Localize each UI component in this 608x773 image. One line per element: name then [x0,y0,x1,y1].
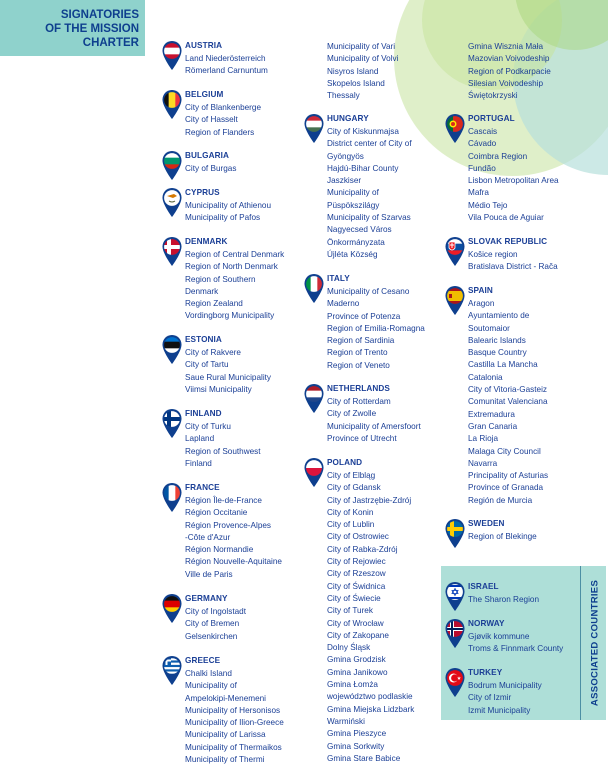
belgium-flag-pin-icon [162,90,182,120]
region-item: Land Niederösterreich [185,54,266,63]
region-item: City of Rejowiec [327,557,386,567]
region-item: City of Tartu [185,360,229,370]
region-item: Gmina Łomża [327,680,378,690]
region-item: Région Provence-Alpes [185,520,272,530]
region-item: Gjøvik kommune [468,632,530,641]
country-name: FRANCE [185,483,220,492]
region-list [185,668,284,766]
region-item: Region of Emilia-Romagna [327,323,425,333]
bulgaria-flag-pin-icon [162,151,182,181]
region-item: Bratislava District - Rača [468,262,558,272]
region-item: City of Gdansk [327,483,381,493]
title-box [0,0,145,56]
region-item: City of Zwolle [327,409,377,419]
israel-flag-pin-icon [445,582,465,612]
country-name: ESTONIA [185,335,222,344]
region-item: Region Zealand [185,299,243,309]
region-item: City of Świecie [327,593,381,603]
country-name: ITALY [327,274,350,283]
region-item: City of Ingolstadt [185,607,246,616]
country-name: SPAIN [468,286,493,295]
region-item: Municipality of Athienou [185,201,272,210]
region-item: City of Rabka-Zdrój [327,544,398,554]
region-item: Municipality of Ilion-Greece [185,718,284,728]
region-item: Gmina Stare Babice [327,753,401,763]
region-item: City of Rotterdam [327,397,391,406]
country-name: BELGIUM [185,90,224,99]
region-item: Gyöngyös [327,151,364,161]
region-item: Świętokrzyski [468,91,518,101]
region-item: City of Elbląg [327,471,376,480]
region-list [327,470,414,765]
associated-countries-label: ASSOCIATED COUNTRIES [589,579,601,707]
region-item: Fundão [468,163,496,173]
region-item: Gmina Grodzisk [327,655,386,665]
netherlands-flag-pin-icon [304,384,324,414]
region-item: Bodrum Municipality [468,681,542,690]
region-item: Thessaly [327,91,360,101]
region-list [468,126,559,224]
region-item: Vordingborg Municipality [185,311,275,321]
region-item: Nagyecsed Város [327,225,392,235]
region-item: Municipality of Volvi [327,54,399,64]
region-item: Région Île-de-France [185,496,262,505]
region-item: Région Nouvelle-Aquitaine [185,557,282,567]
region-item: Gmina Janikowo [327,667,388,677]
region-item: Lisbon Metropolitan Area [468,176,559,186]
region-list [468,249,558,274]
region-item: Province of Utrecht [327,433,397,443]
region-item: Municipality of Thermi [185,755,265,765]
region-item: Finland [185,458,212,468]
region-item: City of Vitoria-Gasteiz [468,385,548,395]
region-item: Coimbra Region [468,151,528,161]
region-item: Warmiński [327,716,365,726]
region-item: Saue Rural Municipality [185,372,272,382]
region-item: Región de Murcia [468,495,533,505]
region-item: City of Turku [185,422,231,431]
region-item: City of Ostrowiec [327,532,389,542]
region-item: Castilla La Mancha [468,360,538,370]
region-list [468,631,563,656]
region-item: Municipality of Cesano [327,287,410,296]
country-name: NETHERLANDS [327,384,390,393]
region-item: Denmark [185,286,219,296]
region-item: Önkormányzata [327,237,385,247]
region-item: Municipality of Vari [327,42,396,51]
region-item: Košice region [468,250,518,259]
region-item: Dolny Śląsk [327,643,371,653]
region-item: Silesian Voivodeship [468,78,544,88]
cyprus-flag-pin-icon [162,188,182,218]
region-list [468,594,539,606]
region-item: Skopelos Island [327,78,385,88]
country-name: SLOVAK REPUBLIC [468,237,548,246]
region-list [327,41,398,102]
region-item: Comunitat Valenciana [468,397,548,407]
region-item: Ville de Paris [185,569,233,579]
region-item: Navarra [468,458,498,468]
region-item: Province of Potenza [327,311,401,321]
page-title-line-3: CHARTER [82,37,139,49]
region-item: województwo podlaskie [327,692,413,702]
region-item: City of Turek [327,606,373,616]
region-item: Municipality of Pafos [185,213,261,223]
region-item: Püspökszilágy [327,200,380,210]
region-item: Cascais [468,127,498,136]
norway-flag-pin-icon [445,619,465,649]
country-name: GERMANY [185,594,228,603]
portugal-flag-pin-icon [445,114,465,144]
region-item: Lapland [185,434,215,444]
country-name: SWEDEN [468,519,505,528]
region-item: Aragon [468,299,495,308]
region-item: City of Lublin [327,520,375,530]
country-name: CYPRUS [185,188,220,197]
country-name: BULGARIA [185,151,230,160]
region-item: Municipality of [327,188,379,198]
region-item: Balearic Islands [468,335,526,345]
region-item: Région Occitanie [185,508,248,518]
region-item: Region of Blekinge [468,532,537,541]
region-item: Gmina Sorkwity [327,741,385,751]
region-item: Újléta Község [327,249,378,259]
region-list [185,606,246,643]
country-name: ISRAEL [468,582,499,591]
denmark-flag-pin-icon [162,237,182,267]
region-item: Vila Pouca de Aguiar [468,213,544,223]
region-item: Region of Flanders [185,127,255,137]
finland-flag-pin-icon [162,409,182,439]
region-item: Basque Country [468,348,527,358]
region-item: Gelsenkirchen [185,631,238,641]
page-title-line-2: OF THE MISSION [45,23,139,35]
region-item: City of Izmir [468,693,512,703]
region-item: Extremadura [468,409,515,419]
region-item: City of Rakvere [185,348,241,357]
region-item: Soutomaior [468,323,510,333]
region-list [327,126,412,261]
region-item: Hajdú-Bihar County [327,163,399,173]
region-item: Nisyros Island [327,66,379,76]
slovakia-flag-pin-icon [445,237,465,267]
country-name: PORTUGAL [468,114,515,123]
region-item: Municipality of Hersonisos [185,705,281,715]
region-item: Region of Trento [327,348,388,358]
region-item: City of Bremen [185,619,240,629]
region-item: Region of Veneto [327,360,390,370]
region-item: Maderno [327,299,360,309]
region-item: Region of Sardinia [327,336,395,346]
country-name: POLAND [327,458,363,467]
italy-flag-pin-icon [304,274,324,304]
region-item: Municipality of Thermaikos [185,742,282,752]
turkey-flag-pin-icon [445,668,465,698]
country-name: FINLAND [185,409,222,418]
region-item: Jaszkiser [327,176,362,186]
poland-flag-pin-icon [304,458,324,488]
region-item: Malaga City Council [468,446,541,456]
region-item: Gmina Wisznia Mała [468,42,544,51]
region-list [468,531,537,543]
region-item: City of Konin [327,507,374,517]
sweden-flag-pin-icon [445,519,465,549]
region-item: Region of Central Denmark [185,250,285,259]
region-list [327,286,425,372]
region-item: City of Wrocław [327,618,384,628]
region-item: Principality of Asturias [468,471,549,481]
region-list [185,495,282,581]
region-item: City of Blankenberge [185,103,262,112]
region-item: Gmina Pieszyce [327,729,387,739]
region-item: Catalonia [468,372,503,382]
region-item: Römerland Carnuntum [185,66,268,76]
region-list [185,249,284,323]
country-name: DENMARK [185,237,228,246]
region-item: Cávado [468,139,497,149]
region-list [185,53,268,78]
region-list [185,200,271,225]
region-item: La Rioja [468,434,499,444]
region-item: Municipality of Szarvas [327,213,411,223]
greece-flag-pin-icon [162,656,182,686]
region-item: City of Hasselt [185,115,238,125]
region-item: Troms & Finnmark County [468,644,564,654]
estonia-flag-pin-icon [162,335,182,365]
region-list [185,102,261,139]
region-item: City of Kiskunmajsa [327,127,399,136]
region-item: Région Normandie [185,545,254,555]
country-name: HUNGARY [327,114,369,123]
region-item: Municipality of [185,681,237,691]
region-item: Médio Tejo [468,200,508,210]
page-title-line-1: SIGNATORIES [60,9,139,21]
region-item: City of Burgas [185,164,237,173]
region-item: Chalki Island [185,669,232,678]
region-item: Izmit Municipality [468,705,531,715]
region-item: Province of Granada [468,483,544,493]
region-list [468,41,551,102]
region-item: Region of Podkarpacie [468,66,551,76]
region-item: Mazovian Voivodeship [468,54,550,64]
region-list [185,421,261,470]
associated-divider [580,566,581,720]
region-item: City of Rzeszow [327,569,386,579]
region-item: Viimsi Municipality [185,384,252,394]
region-item: Region of Southern [185,274,256,284]
region-item: City of Świdnica [327,581,386,591]
region-item: The Sharon Region [468,595,540,604]
country-name: GREECE [185,656,221,665]
region-item: Ampelokipi-Menemeni [185,693,266,703]
region-list [327,396,421,445]
germany-flag-pin-icon [162,594,182,624]
region-item: Mafra [468,188,489,198]
region-item: -Côte d'Azur [185,532,231,542]
france-flag-pin-icon [162,483,182,513]
region-item: City of Jastrzębie-Zdrój [327,495,412,505]
country-name: NORWAY [468,619,505,628]
country-name: TURKEY [468,668,503,677]
region-list [185,347,271,396]
region-item: Gmina Miejska Lidzbark [327,704,415,714]
country-name: AUSTRIA [185,41,223,50]
region-item: City of Zakopane [327,630,389,640]
region-item: Region of Southwest [185,446,261,456]
hungary-flag-pin-icon [304,114,324,144]
region-item: Ayuntamiento de [468,311,530,321]
region-list [468,680,542,717]
spain-flag-pin-icon [445,286,465,316]
region-item: Gran Canaria [468,421,518,431]
region-item: Municipality of Amersfoort [327,421,421,431]
region-list [468,298,548,507]
region-item: Municipality of Larissa [185,730,266,740]
austria-flag-pin-icon [162,41,182,71]
region-item: Region of North Denmark [185,262,278,272]
region-item: District center of City of [327,139,412,149]
region-list [185,163,236,175]
